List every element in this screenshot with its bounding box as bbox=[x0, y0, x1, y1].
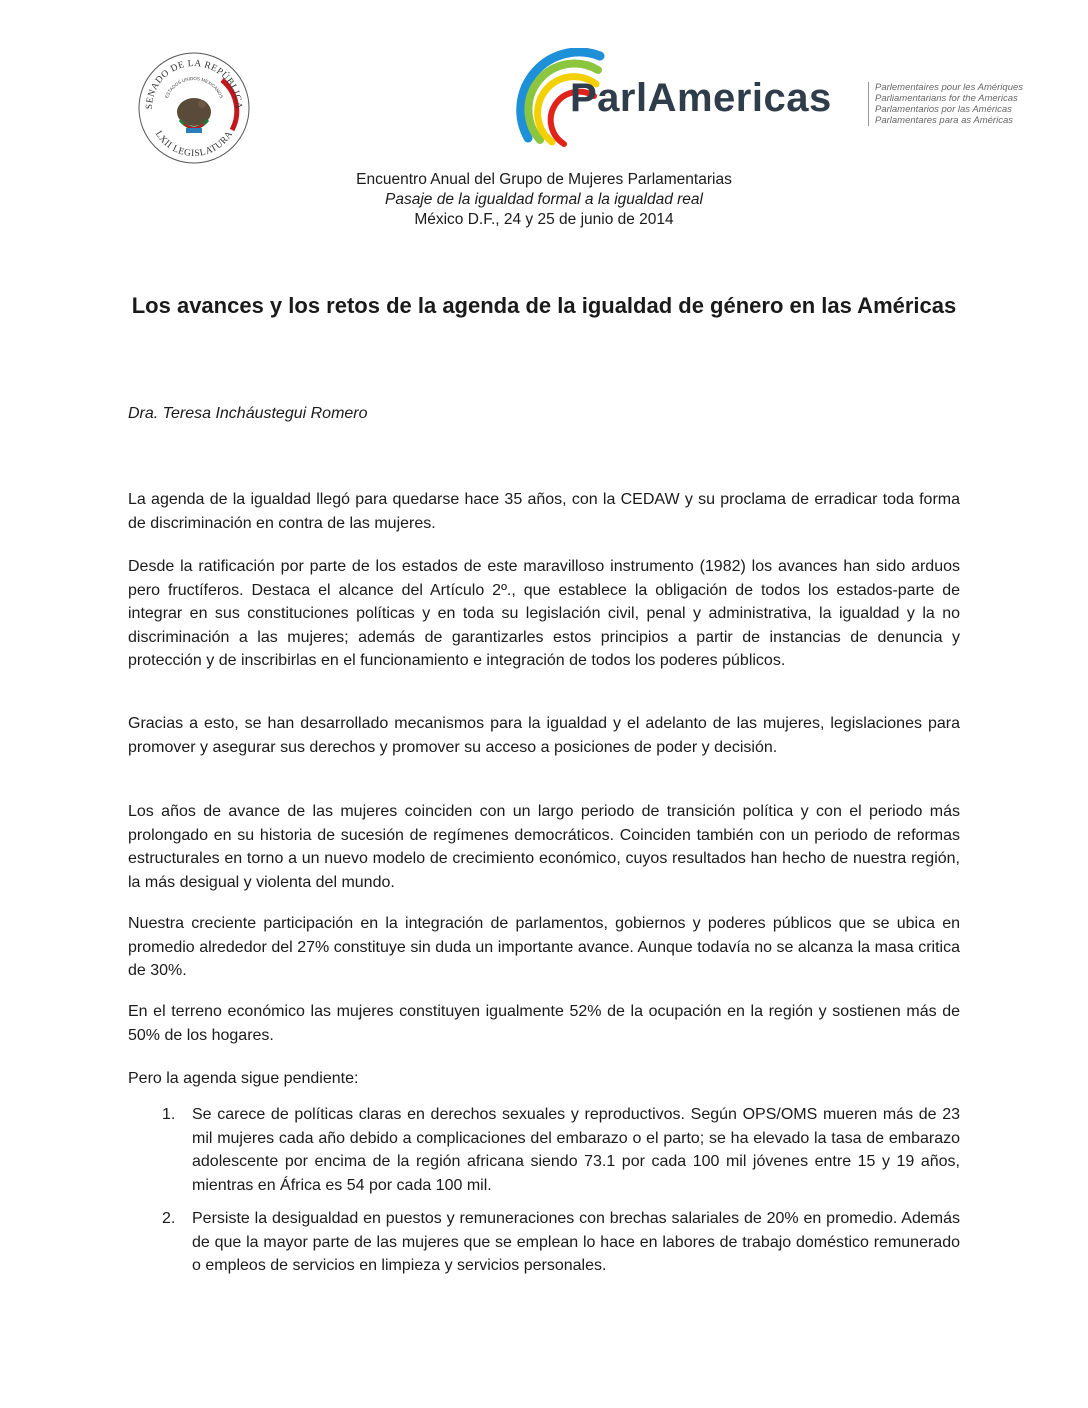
tagline-fr: Parlementaires pour les Amériques bbox=[875, 82, 1024, 93]
author: Dra. Teresa Incháustegui Romero bbox=[128, 405, 368, 422]
paragraph: Pero la agenda sigue pendiente: bbox=[128, 1070, 359, 1087]
paragraph: Desde la ratificación por parte de los estados de este maravilloso instrumento (1982) los avances han sido arduos pero fructíferos. Destaca el alcance del Artículo 2º., que establece la obligación de todos los estados-parte de integrar en sus constituciones políticas y en toda su legislación civil, penal y administrativa, la igualdad y la no discriminación a las mujeres; además de garantizarles estos principios a partir de instancias de denuncia y protección y de inscribirlas en el funcionamiento e integración de todos los poderes públicos. bbox=[128, 558, 960, 669]
list-item-number: 1. bbox=[162, 1106, 176, 1123]
paragraph: Gracias a esto, se han desarrollado mecanismos para la igualdad y el adelanto de las mujeres, legislaciones para promover y asegurar sus derechos y promover su acceso a posiciones de poder y decisión. bbox=[128, 715, 960, 756]
paragraph: En el terreno económico las mujeres constituyen igualmente 52% de la ocupación en la región y sostienen más de 50% de los hogares. bbox=[128, 1003, 960, 1044]
paragraph: Los años de avance de las mujeres coinciden con un largo periodo de transición política y con el periodo más prolongado en su historia de sucesión de regímenes democráticos. Coinciden también con un periodo de reformas estructurales en torno a un nuevo modelo de crecimiento económico, cuyos resultados han hecho de nuestra región, la más desigual y violenta del mundo. bbox=[128, 803, 960, 891]
paragraph: Nuestra creciente participación en la integración de parlamentos, gobiernos y poderes públicos que se ubica en promedio alrededor del 27% constituye sin duda un importante avance. Aunque todavía no se alcanza la masa critica de 30%. bbox=[128, 915, 960, 979]
parlamericas-wordmark: ParlAmericas bbox=[570, 76, 832, 120]
seal-text-inner: ESTADOS UNIDOS MEXICANOS bbox=[163, 75, 225, 99]
svg-text:ESTADOS UNIDOS MEXICANOS bbox=[164, 76, 224, 99]
event-date: México D.F., 24 y 25 de junio de 2014 bbox=[414, 211, 674, 228]
parlamericas-taglines bbox=[868, 82, 1075, 126]
document-title: Los avances y los retos de la agenda de la igualdad de género en las Américas bbox=[131, 293, 957, 318]
tagline-es: Parlamentarios por las Américas bbox=[875, 104, 1012, 115]
list-item-text: Se carece de políticas claras en derechos sexuales y reproductivos. Según OPS/OMS mueren más de 23 mil mujeres cada año debido a complicaciones del embarazo o el parto; se ha elevado la tasa de embarazo adolescente por encima de la región africana siendo 73.1 por cada 100 mil jóvenes entre 15 y 19 años, mientras en África es 54 por cada 100 mil. bbox=[192, 1106, 960, 1194]
paragraph: La agenda de la igualdad llegó para quedarse hace 35 años, con la CEDAW y su proclama de erradicar toda forma de discriminación en contra de las mujeres. bbox=[128, 491, 960, 532]
list-item-text: Persiste la desigualdad en puestos y remuneraciones con brechas salariales de 20% en promedio. Además de que la mayor parte de las mujeres que se emplean lo hace en labores de trabajo doméstico remunerado o empleos de servicios en limpieza y servicios personales. bbox=[192, 1210, 960, 1274]
senado-seal-icon bbox=[136, 50, 252, 166]
list-item-number: 2. bbox=[162, 1210, 176, 1227]
tagline-pt: Parlamentares para as Américas bbox=[875, 115, 1013, 126]
seal-text-bottom: LXII LEGISLATURA bbox=[152, 129, 236, 160]
tagline-en: Parliamentarians for the Americas bbox=[875, 93, 1018, 104]
seal-text-top: SENADO DE LA REPÚBLICA bbox=[144, 58, 244, 110]
event-subtitle: Pasaje de la igualdad formal a la igualdad real bbox=[385, 191, 703, 208]
event-name: Encuentro Anual del Grupo de Mujeres Parlamentarias bbox=[356, 171, 732, 188]
